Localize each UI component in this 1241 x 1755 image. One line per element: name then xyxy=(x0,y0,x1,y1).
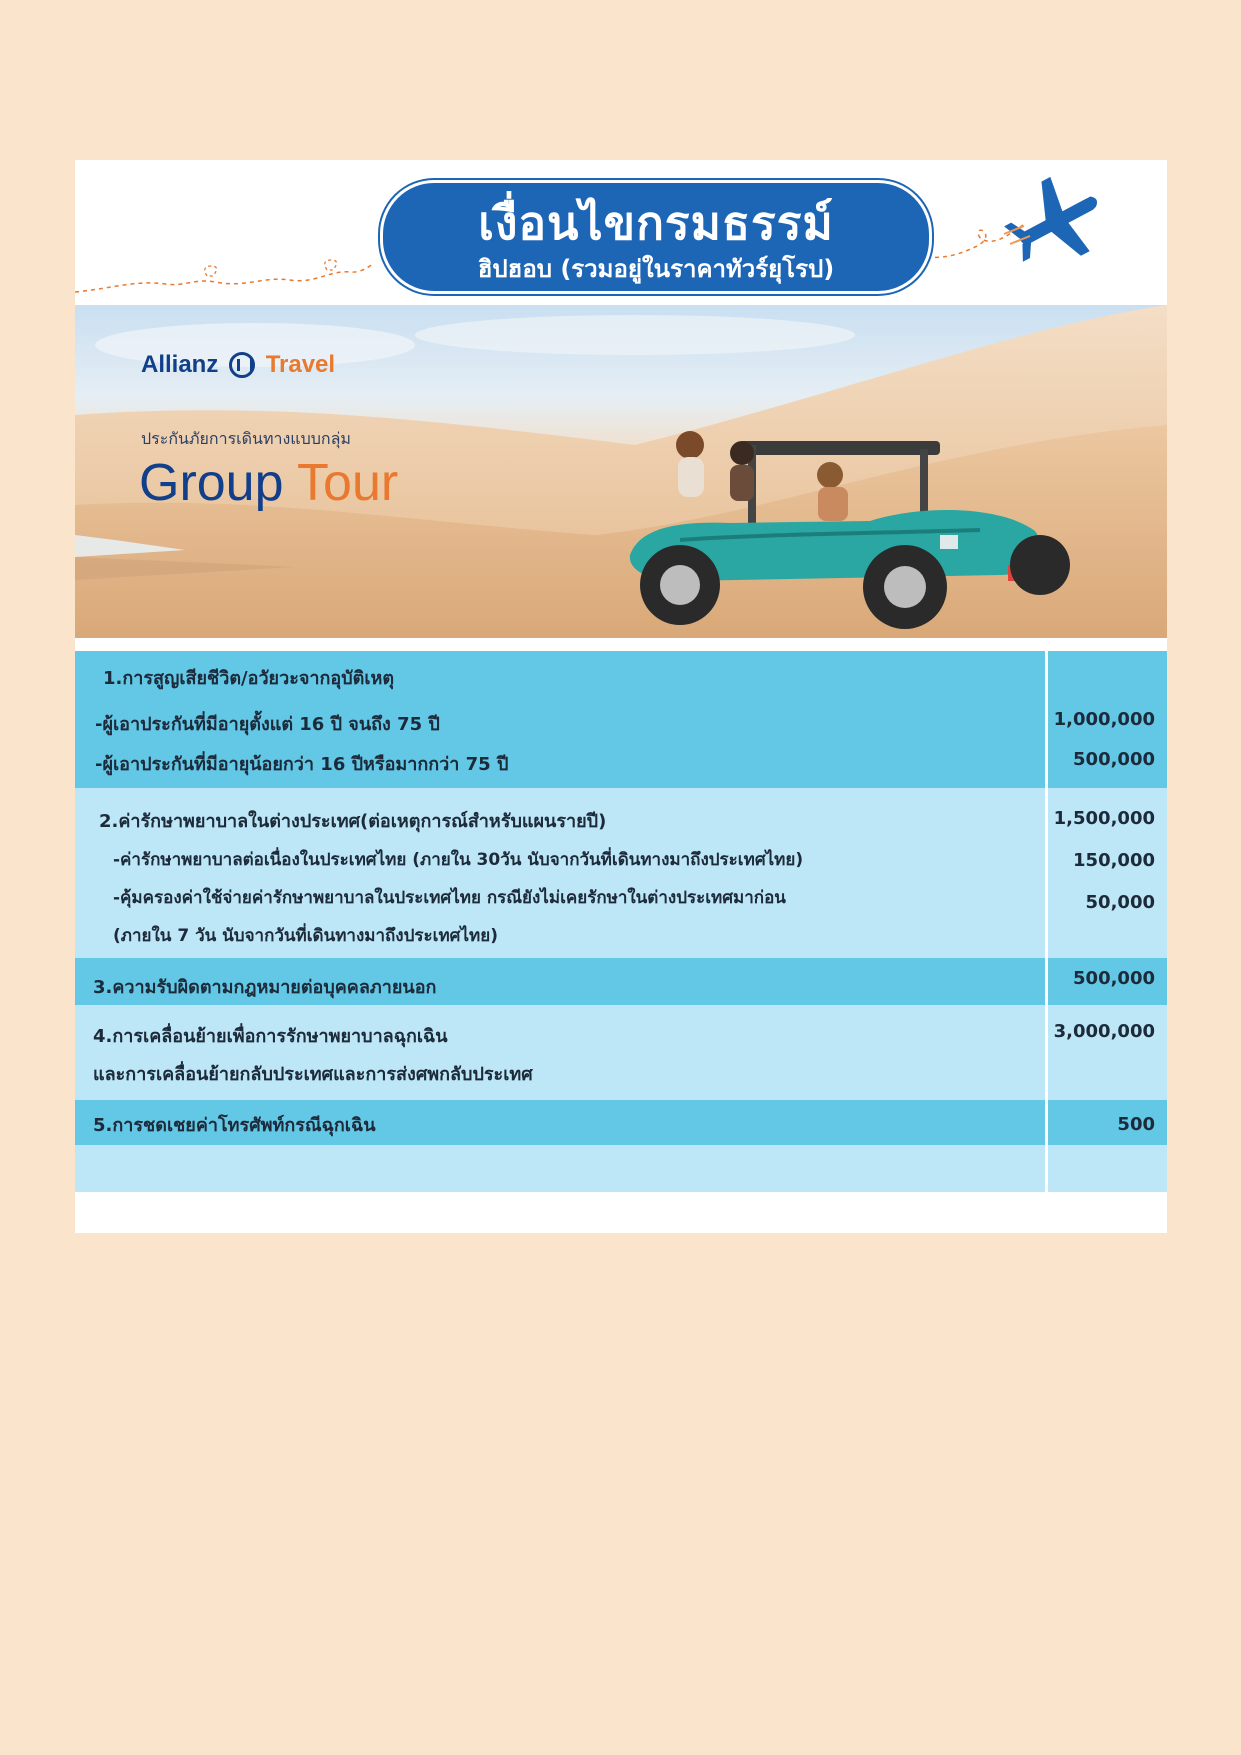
coverage-row-4 xyxy=(75,1005,1167,1100)
section-5-title: 5.การชดเชยค่าโทรศัพท์กรณีฉุกเฉิน xyxy=(93,1115,376,1136)
tagline-group: Group xyxy=(139,454,284,512)
tagline-group-tour xyxy=(139,453,398,513)
dashed-trail-left xyxy=(75,230,375,300)
section-4-amount: 3,000,000 xyxy=(1053,1021,1155,1042)
tagline-thai: ประกันภัยการเดินทางแบบกลุ่ม xyxy=(141,429,351,448)
coverage-row-1 xyxy=(75,651,1167,788)
allianz-eagle-icon xyxy=(229,352,255,378)
page-title: เงื่อนไขกรมธรรม์ xyxy=(478,196,834,250)
section-1-title: 1.การสูญเสียชีวิต/อวัยวะจากอุบัติเหตุ xyxy=(103,668,395,689)
section-3-title: 3.ความรับผิดตามกฎหมายต่อบุคคลภายนอก xyxy=(93,977,437,998)
tagline-tour: Tour xyxy=(297,454,399,512)
section-3-amount: 500,000 xyxy=(1073,968,1155,989)
section-1-item-a: -ผู้เอาประกันที่มีอายุตั้งแต่ 16 ปี จนถึง 75 ปี xyxy=(95,714,440,735)
section-4-title-cont: และการเคลื่อนย้ายกลับประเทศและการส่งศพกลับประเทศ xyxy=(93,1064,533,1085)
section-1-item-b-amount: 500,000 xyxy=(1073,749,1155,770)
section-1-item-b: -ผู้เอาประกันที่มีอายุน้อยกว่า 16 ปีหรือมากกว่า 75 ปี xyxy=(95,754,509,775)
brand-travel: Travel xyxy=(265,351,336,378)
coverage-row-empty xyxy=(75,1145,1167,1192)
policy-card xyxy=(75,160,1167,1233)
section-5-amount: 500 xyxy=(1117,1114,1155,1135)
brand-allianz: Allianz xyxy=(141,351,219,378)
section-2-item-a: -ค่ารักษาพยาบาลต่อเนื่องในประเทศไทย (ภายใน 30วัน นับจากวันที่เดินทางมาถึงประเทศไทย) xyxy=(113,850,804,870)
section-2-title: 2.ค่ารักษาพยาบาลในต่างประเทศ(ต่อเหตุการณ์สำหรับแผนรายปี) xyxy=(99,811,607,832)
allianz-travel-logo xyxy=(141,351,335,379)
section-4-title: 4.การเคลื่อนย้ายเพื่อการรักษาพยาบาลฉุกเฉิน xyxy=(93,1026,448,1047)
airplane-icon xyxy=(1000,172,1110,272)
section-2-item-b-cont: (ภายใน 7 วัน นับจากวันที่เดินทางมาถึงประเทศไทย) xyxy=(113,926,498,946)
section-2-item-a-amount: 150,000 xyxy=(1073,850,1155,871)
hero-banner xyxy=(75,305,1167,638)
section-2-item-b: -คุ้มครองค่าใช้จ่ายค่ารักษาพยาบาลในประเทศไทย กรณียังไม่เคยรักษาในต่างประเทศมาก่อน xyxy=(113,888,786,908)
title-pill xyxy=(380,180,932,294)
section-1-item-a-amount: 1,000,000 xyxy=(1053,709,1155,730)
section-2-title-amount: 1,500,000 xyxy=(1053,808,1155,829)
coverage-row-2 xyxy=(75,788,1167,958)
page-subtitle: ฮิปฮอบ (รวมอยู่ในราคาทัวร์ยุโรป) xyxy=(477,255,835,283)
section-2-item-b-amount: 50,000 xyxy=(1085,892,1155,913)
header xyxy=(75,160,1167,305)
coverage-row-5 xyxy=(75,1100,1167,1145)
coverage-row-3 xyxy=(75,958,1167,1005)
